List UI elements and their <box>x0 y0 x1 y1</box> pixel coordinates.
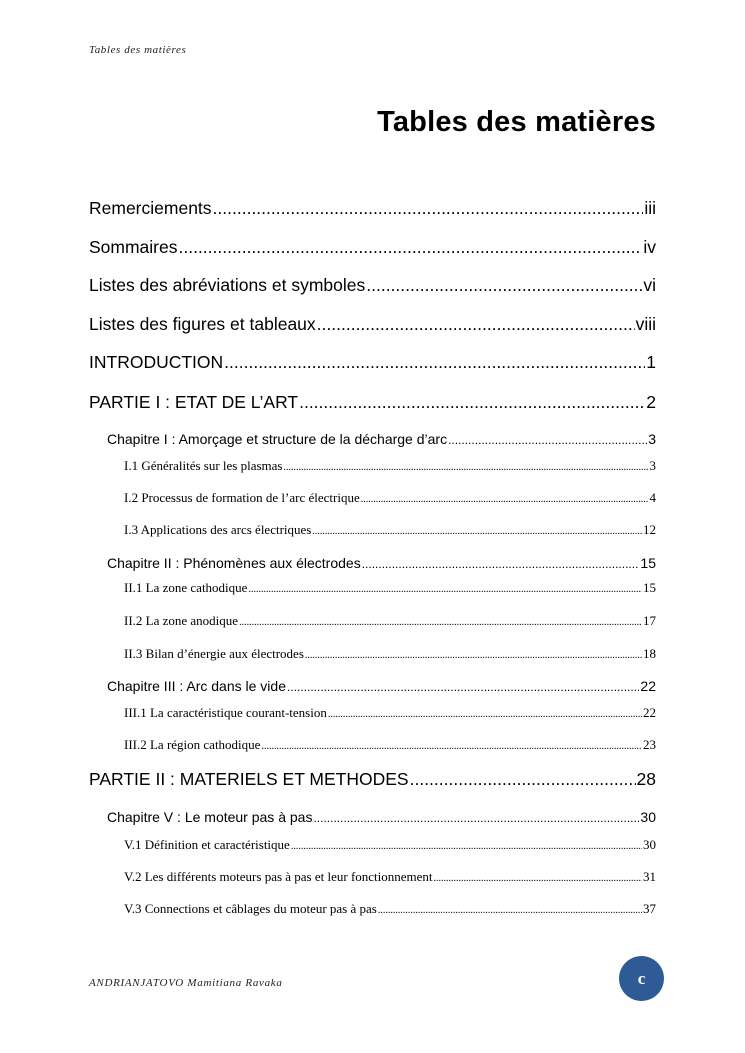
toc-entry[interactable] <box>124 646 656 662</box>
toc-entry-label: PARTIE II : MATERIELS ET METHODES <box>89 769 409 789</box>
toc-entry-page: 1 <box>646 352 656 372</box>
toc-leader-dots <box>328 709 642 720</box>
toc-leader-dots <box>179 237 643 258</box>
toc-leader-dots <box>287 680 639 694</box>
toc-entry-label: Listes des abréviations et symboles <box>89 275 366 295</box>
toc-leader-dots <box>248 584 642 595</box>
toc-leader-dots <box>283 462 648 473</box>
toc-entry-page: iv <box>643 237 656 257</box>
page-number-badge: c <box>619 956 664 1001</box>
toc-entry-page: 22 <box>640 678 656 694</box>
toc-entry-label: Remerciements <box>89 198 212 218</box>
toc-leader-dots <box>378 905 642 916</box>
toc-leader-dots <box>313 811 639 825</box>
toc-entry[interactable] <box>124 705 656 721</box>
toc-entry-page: 3 <box>649 458 656 473</box>
toc-entry-label: Chapitre II : Phénomènes aux électrodes <box>107 555 361 571</box>
toc-entry[interactable] <box>89 237 656 258</box>
toc-entry-page: 30 <box>643 837 656 852</box>
toc-entry-label: PARTIE I : ETAT DE L’ART <box>89 392 299 412</box>
toc-entry-label: Chapitre I : Amorçage et structure de la décharge d’arc <box>107 431 448 447</box>
toc-entry-page: 37 <box>643 901 656 916</box>
toc-leader-dots <box>312 526 642 537</box>
toc-entry[interactable] <box>89 392 656 413</box>
toc-leader-dots <box>291 841 642 852</box>
toc-leader-dots <box>434 873 642 884</box>
toc-leader-dots <box>261 741 642 752</box>
toc-entry-label: II.3 Bilan d’énergie aux électrodes <box>124 646 304 661</box>
page-title: Tables des matières <box>377 106 656 138</box>
toc-leader-dots <box>362 557 640 571</box>
toc-entry-page: 4 <box>649 490 656 505</box>
toc-entry[interactable] <box>89 314 656 335</box>
toc-entry[interactable] <box>124 458 656 474</box>
toc-entry[interactable] <box>89 769 656 790</box>
toc-entry-label: Chapitre V : Le moteur pas à pas <box>107 809 313 825</box>
toc-entry-label: III.2 La région cathodique <box>124 737 261 752</box>
toc-leader-dots <box>410 769 636 790</box>
toc-leader-dots <box>224 352 645 373</box>
toc-entry-page: 2 <box>646 392 656 412</box>
toc-entry[interactable] <box>107 555 656 571</box>
footer-author: ANDRIANJATOVO Mamitiana Ravaka <box>89 977 283 989</box>
toc-entry-page: viii <box>635 314 656 334</box>
toc-entry-label: V.2 Les différents moteurs pas à pas et leur fonctionnement <box>124 869 433 884</box>
toc-entry-label: II.2 La zone anodique <box>124 613 239 628</box>
toc-entry-page: 18 <box>643 646 656 661</box>
toc-entry[interactable] <box>124 869 656 885</box>
toc-leader-dots <box>239 617 642 628</box>
toc-entry-label: INTRODUCTION <box>89 352 224 372</box>
toc-entry-page: 15 <box>643 580 656 595</box>
toc-leader-dots <box>361 494 649 505</box>
toc-leader-dots <box>299 392 645 413</box>
toc-entry-page: 30 <box>640 809 656 825</box>
toc-leader-dots <box>366 275 642 296</box>
toc-entry-page: vi <box>643 275 656 295</box>
toc-entry[interactable] <box>124 737 656 753</box>
toc-entry-label: I.1 Généralités sur les plasmas <box>124 458 283 473</box>
toc-entry[interactable] <box>124 580 656 596</box>
toc-entry-page: 15 <box>640 555 656 571</box>
running-header: Tables des matières <box>89 44 187 56</box>
toc-entry[interactable] <box>89 352 656 373</box>
toc-entry-page: 23 <box>643 737 656 752</box>
toc-entry-page: 22 <box>643 705 656 720</box>
toc-leader-dots <box>317 314 635 335</box>
toc-entry-label: I.3 Applications des arcs électriques <box>124 522 312 537</box>
toc-entry[interactable] <box>124 837 656 853</box>
toc-entry[interactable] <box>124 613 656 629</box>
toc-entry-page: 31 <box>643 869 656 884</box>
toc-entry-label: Sommaires <box>89 237 178 257</box>
toc-entry[interactable] <box>124 490 656 506</box>
toc-entry[interactable] <box>89 275 656 296</box>
toc-entry[interactable] <box>107 809 656 825</box>
toc-leader-dots <box>213 198 644 219</box>
toc-entry[interactable] <box>124 522 656 538</box>
toc-entry-label: II.1 La zone cathodique <box>124 580 248 595</box>
toc-entry-page: iii <box>644 198 656 218</box>
toc-entry-label: III.1 La caractéristique courant-tension <box>124 705 327 720</box>
toc-leader-dots <box>305 650 642 661</box>
toc-entry-label: V.3 Connections et câblages du moteur pas à pas <box>124 901 377 916</box>
toc-entry[interactable] <box>89 198 656 219</box>
toc-entry-page: 28 <box>636 769 656 789</box>
toc-entry-label: V.1 Définition et caractéristique <box>124 837 290 852</box>
toc-entry[interactable] <box>124 901 656 917</box>
toc-entry[interactable] <box>107 431 656 447</box>
toc-entry[interactable] <box>107 678 656 694</box>
toc-leader-dots <box>448 433 647 447</box>
toc-entry-label: Chapitre III : Arc dans le vide <box>107 678 286 694</box>
toc-entry-label: Listes des figures et tableaux <box>89 314 316 334</box>
toc-entry-page: 12 <box>643 522 656 537</box>
toc-entry-label: I.2 Processus de formation de l’arc électrique <box>124 490 360 505</box>
toc-entry-page: 3 <box>648 431 656 447</box>
toc-entry-page: 17 <box>643 613 656 628</box>
